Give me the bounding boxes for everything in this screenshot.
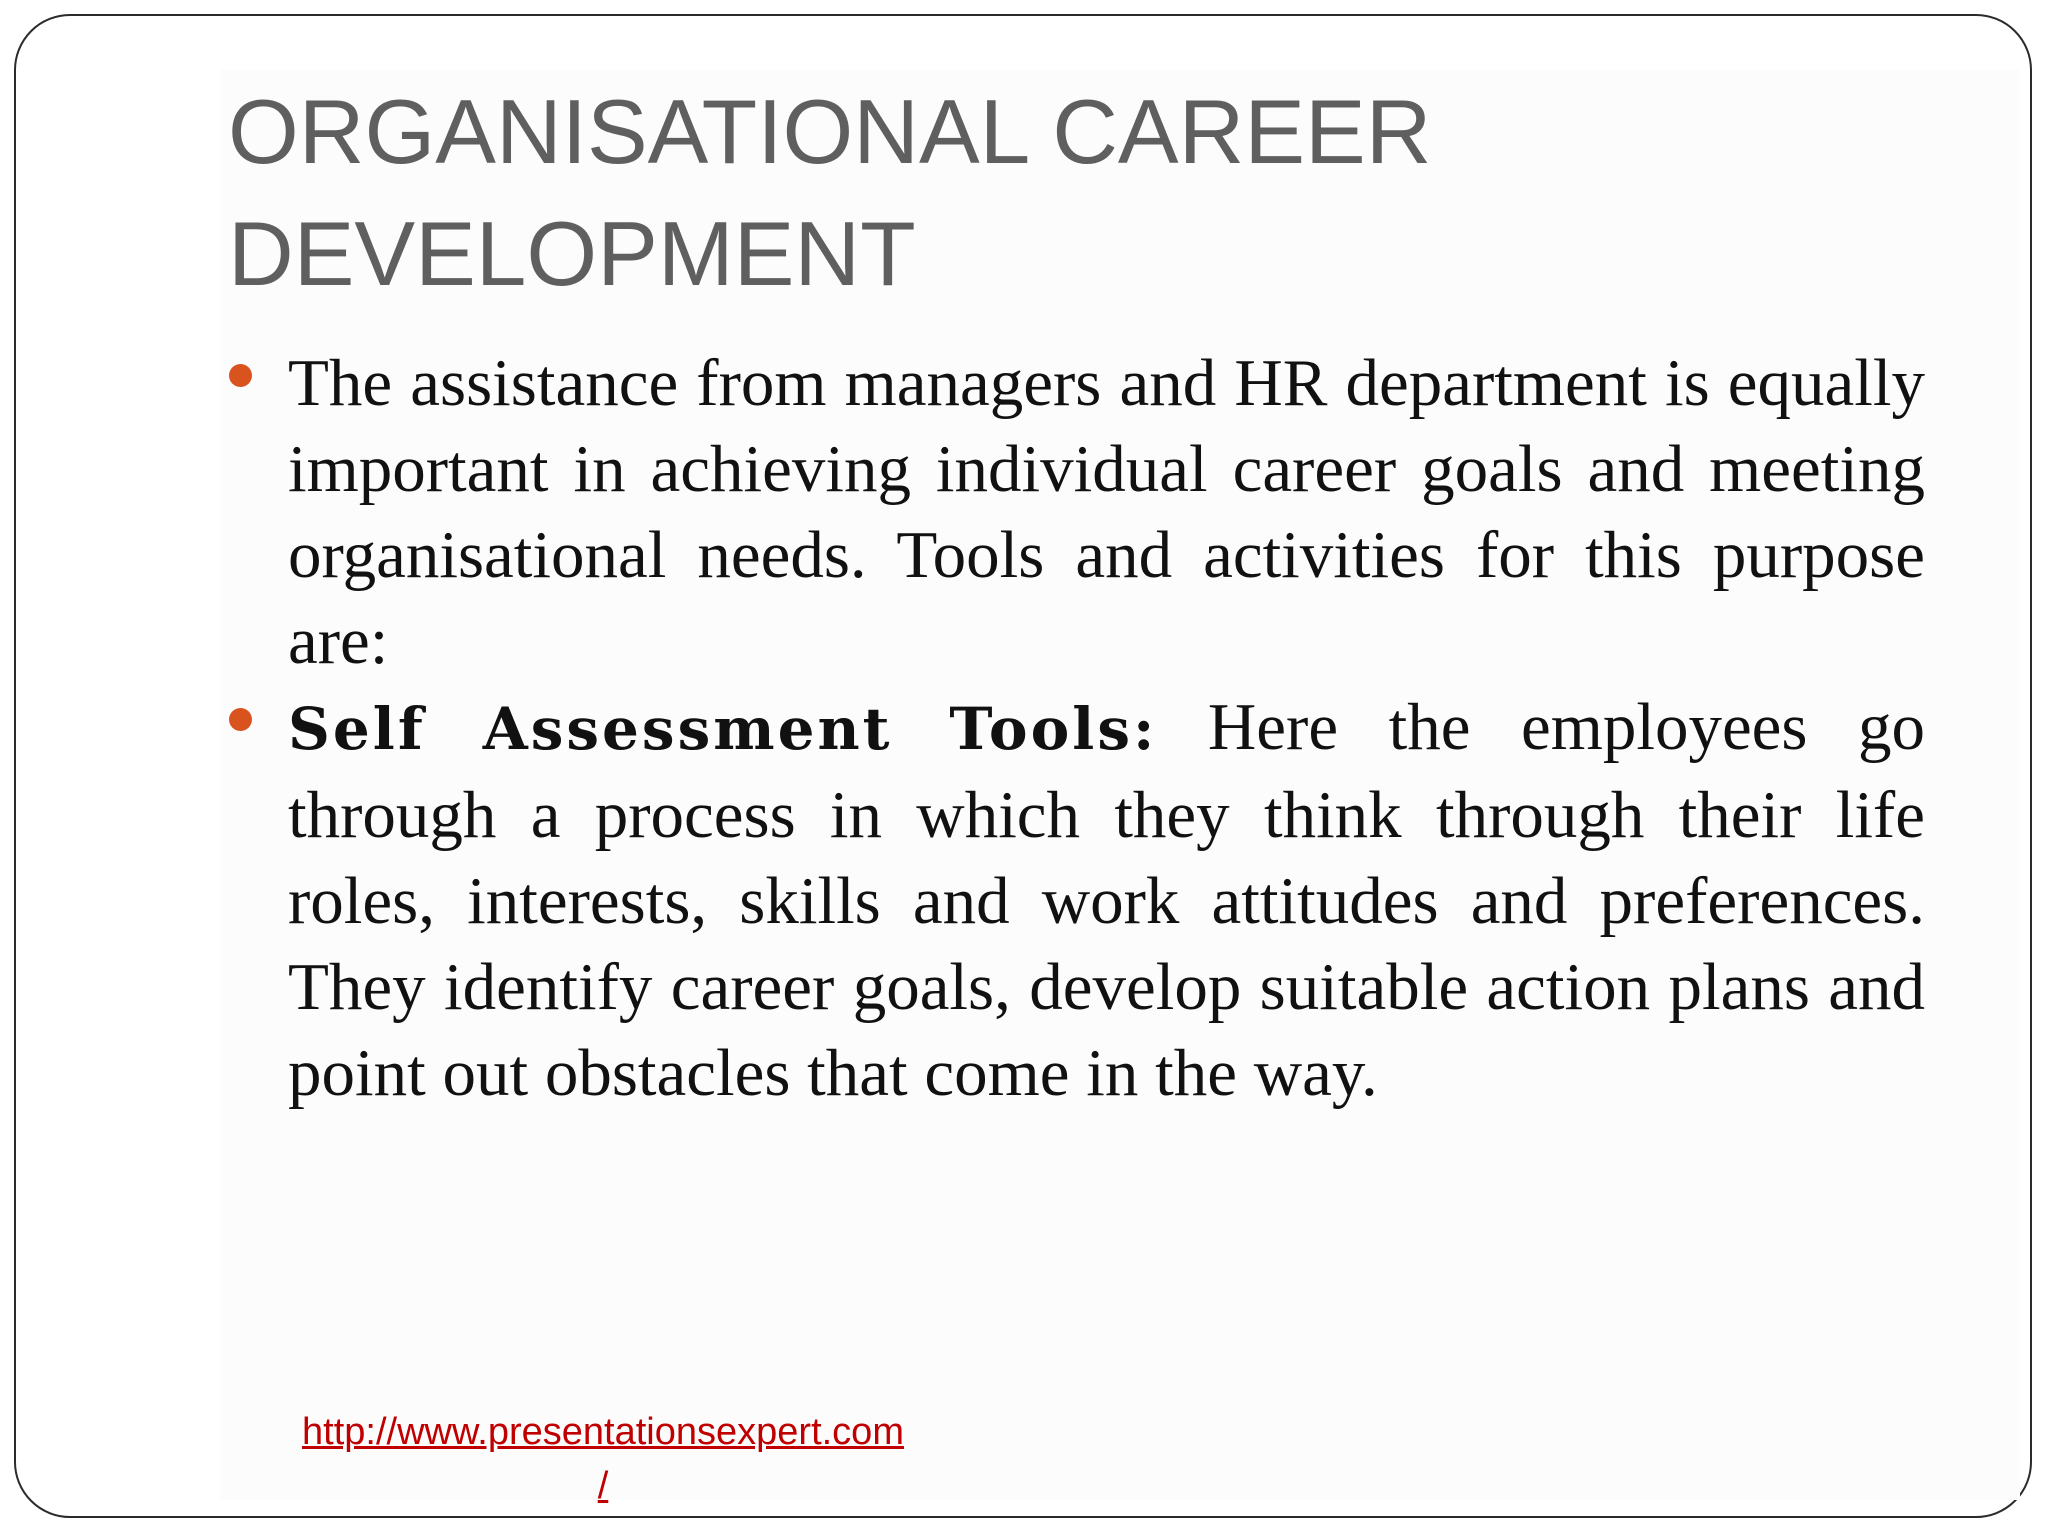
bullet-dot-icon bbox=[229, 364, 252, 387]
bullet-list bbox=[225, 340, 1925, 1116]
bullet-dot-icon bbox=[229, 708, 252, 731]
footer-link-line2: / bbox=[597, 1465, 609, 1507]
bullet-item-assistance bbox=[225, 340, 1925, 684]
footer-link-line1: http://www.presentationsexpert.com bbox=[302, 1411, 904, 1453]
bullet-term: Self Assessment Tools: bbox=[288, 695, 1158, 763]
footer-link[interactable] bbox=[278, 1405, 928, 1513]
bullet-text: Here the employees go through a process in which they think through their life roles, interests, skills and work attitudes and preferences. They identify career goals, develop suitable action plans and point out obstacles that come in the way. bbox=[288, 690, 1925, 1110]
bullet-item-self-assessment bbox=[225, 684, 1925, 1116]
bullet-text: The assistance from managers and HR department is equally important in achieving individual career goals and meeting organisational needs. Tools and activities for this purpose are: bbox=[288, 346, 1925, 678]
slide-title: ORGANISATIONAL CAREER DEVELOPMENT bbox=[228, 82, 1432, 305]
